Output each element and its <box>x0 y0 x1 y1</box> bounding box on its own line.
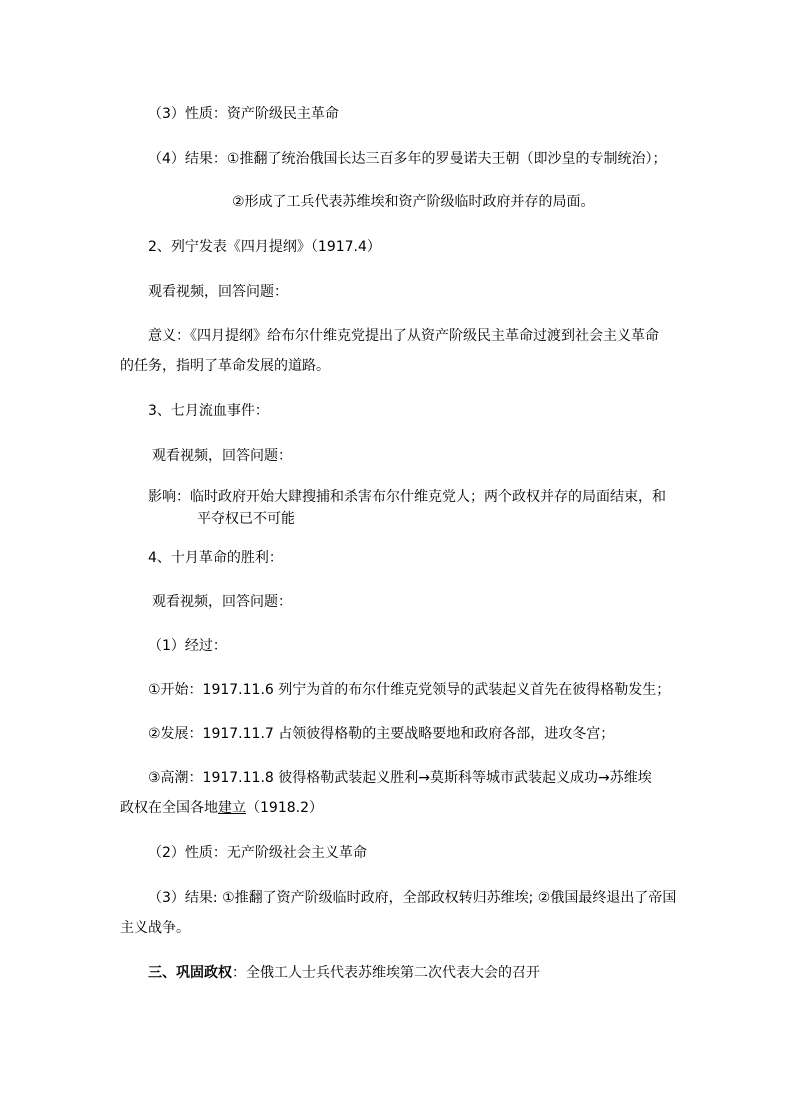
heading-rest-text: ：全俄工人士兵代表苏维埃第二次代表大会的召开 <box>232 965 540 981</box>
text-line: ②形成了工兵代表苏维埃和资产阶级临时政府并存的局面。 <box>232 194 595 210</box>
text-line: 观看视频，回答问题： <box>148 284 288 300</box>
text-line: 影响：临时政府开始大肆搜捕和杀害布尔什维克党人；两个政权并存的局面结束，和 <box>148 489 666 505</box>
text-line: 主义战争。 <box>120 920 190 936</box>
text-line: 3、七月流血事件： <box>148 403 269 419</box>
text-line: （1）经过： <box>148 638 227 654</box>
text-segment: （1918.2） <box>246 800 323 816</box>
text-line: 观看视频，回答问题： <box>152 448 292 464</box>
text-line: ①开始：1917.11.6 列宁为首的布尔什维克党领导的武装起义首先在彼得格勒发生； <box>148 682 671 698</box>
text-line: 观看视频，回答问题： <box>152 594 292 610</box>
text-line: ③高潮：1917.11.8 彼得格勒武装起义胜利→莫斯科等城市武装起义成功→苏维埃 <box>148 770 652 786</box>
text-line: ②发展：1917.11.7 占领彼得格勒的主要战略要地和政府各部，进攻冬宫； <box>148 726 615 742</box>
text-line: 的任务，指明了革命发展的道路。 <box>120 358 330 374</box>
heading-bold-text: 三、巩固政权 <box>148 965 232 981</box>
text-line: （4）结果：①推翻了统治俄国长达三百多年的罗曼诺夫王朝（即沙皇的专制统治）； <box>148 151 667 167</box>
text-line: 平夺权已不可能 <box>197 511 295 527</box>
underlined-text: 建立 <box>218 800 246 816</box>
text-segment: 政权在全国各地 <box>120 800 218 816</box>
text-line: 意义：《四月提纲》给布尔什维克党提出了从资产阶级民主革命过渡到社会主义革命 <box>148 328 659 344</box>
text-line: 2、列宁发表《四月提纲》（1917.4） <box>148 239 381 255</box>
text-line: （3）结果: ①推翻了资产阶级临时政府，全部政权转归苏维埃; ②俄国最终退出了帝国 <box>148 890 677 906</box>
text-line: 4、十月革命的胜利： <box>148 550 283 566</box>
section-heading <box>148 963 540 983</box>
text-line: （2）性质：无产阶级社会主义革命 <box>148 845 367 861</box>
text-line <box>120 798 323 818</box>
text-line: （3）性质：资产阶级民主革命 <box>148 106 339 122</box>
